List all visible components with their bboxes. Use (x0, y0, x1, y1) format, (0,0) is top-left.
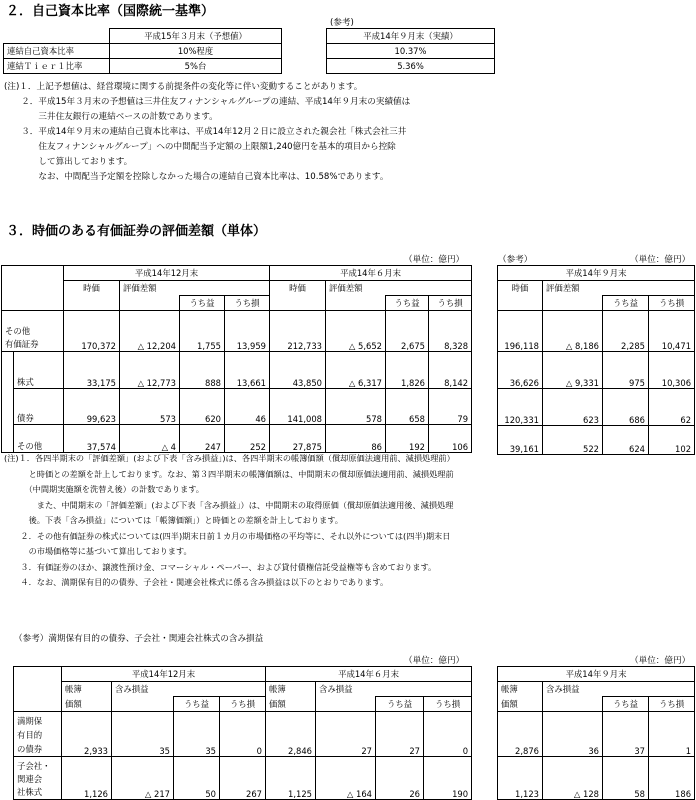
col-hyoka: 評価差額 (120, 281, 270, 296)
note-line: ２．平成15年３月末の予想値は三井住友フィナンシャルグループの連結、平成14年９月末の実績値は (4, 97, 411, 107)
col-head-forecast: 平成15年３月末（予想値） (110, 29, 282, 44)
cell-value: 5%台 (110, 59, 282, 74)
col-bo: 帳簿 (62, 682, 112, 697)
cell-value: 26 (376, 757, 424, 800)
note-line: （中間期実施額を洗替え後）の計数であります。 (4, 484, 204, 494)
cell-value: 888 (180, 352, 225, 389)
cell-value: 212,733 (270, 311, 326, 352)
col-eki: うち益 (174, 697, 220, 712)
period-header: 平成14年９月末 (498, 266, 695, 281)
row-label: 有目的 (17, 730, 43, 740)
cell-value: 578 (326, 388, 386, 424)
capital-ratio-table (3, 28, 282, 74)
sec3-ref-label: （参考） (498, 255, 533, 265)
table-row (498, 389, 695, 426)
cell-value: 2,675 (386, 311, 429, 352)
period-header: 平成14年６月末 (266, 667, 472, 682)
cell-value: 1,123 (498, 757, 543, 800)
note-line: ２．その他有価証券の株式については(四半)期末日前１カ月の市場価格の平均等に、それ以外については(四半)期末日 (4, 530, 451, 541)
cell-value: 33,175 (64, 352, 120, 389)
cell-value: 79 (429, 388, 472, 424)
period-header: 平成14年６月末 (270, 266, 472, 281)
note-line: (注)１．上記予想値は、経営環境に関する前提条件の変化等に伴い変動することがあります。 (4, 82, 363, 92)
row-label: その他 (14, 424, 64, 453)
row-label: 関連会 (17, 774, 43, 784)
row-label: 株式 (14, 352, 64, 389)
col-jika: 時価 (498, 281, 543, 296)
row-label: 債券 (14, 388, 64, 424)
cell-value: 10,306 (649, 352, 695, 389)
section3-title: ３．時価のある有価証券の評価差額（単体） (6, 224, 267, 239)
cell-value: △ 4 (120, 424, 180, 453)
col-son: うち損 (225, 296, 270, 311)
row-label: 連結自己資本比率 (4, 44, 110, 59)
cell-value: 37 (603, 712, 649, 757)
col-bo: 価額 (266, 697, 316, 712)
cell-value: 623 (543, 389, 603, 426)
sec2-notes (4, 80, 410, 185)
cell-value: 8,328 (429, 311, 472, 352)
cell-value: 141,008 (270, 388, 326, 424)
period-header: 平成14年12月末 (64, 266, 270, 281)
col-eki: うち益 (180, 296, 225, 311)
col-fukumi: 含み損益 (316, 682, 472, 697)
cell-value: 35 (112, 712, 174, 757)
cell-value: 252 (225, 424, 270, 453)
cell-value: 267 (220, 757, 266, 800)
table-row (2, 311, 472, 352)
cell-value: 102 (649, 426, 695, 455)
securities-ref-table (497, 265, 695, 455)
cell-value: 37,574 (64, 424, 120, 453)
note-line: して算出しております。 (4, 157, 133, 167)
cell-value: 686 (603, 389, 649, 426)
col-son: うち損 (424, 697, 472, 712)
note-line: ３．平成14年９月末の連結自己資本比率は、平成14年12月２日に設立された親会社「株式会社三井 (4, 127, 407, 137)
note-line: なお、中間配当予定額を控除しなかった場合の連結自己資本比率は、10.58%であります。 (4, 172, 389, 182)
note-line: 三井住友銀行の連結ベースの計数であります。 (4, 112, 218, 122)
col-eki: うち益 (376, 697, 424, 712)
sec3-notes (4, 451, 455, 591)
table-row (2, 352, 472, 389)
col-jika: 時価 (270, 281, 326, 296)
row-label: 有価証券 (5, 339, 39, 349)
table-row (498, 712, 695, 757)
cell-value: 35 (174, 712, 220, 757)
cell-value: 624 (603, 426, 649, 455)
cell-value: 196,118 (498, 311, 543, 352)
col-head-actual: 平成14年９月末（実績） (327, 29, 495, 44)
table-row (498, 311, 695, 352)
note-line: 後。下表「含み損益」については「帳簿価額」）と時価との差額を計上しております。 (4, 515, 343, 525)
section2-title: ２．自己資本比率（国際統一基準） (6, 4, 215, 19)
cell-value: 86 (326, 424, 386, 453)
fukumi-table (13, 666, 472, 800)
sec4-unit-ref: （単位：億円） (630, 656, 691, 666)
cell-value: △ 128 (543, 757, 603, 800)
cell-value: △ 12,773 (120, 352, 180, 389)
cell-value: 2,933 (62, 712, 112, 757)
cell-value: 573 (120, 388, 180, 424)
cell-value: 247 (180, 424, 225, 453)
securities-table (1, 265, 472, 453)
cell-value: 43,850 (270, 352, 326, 389)
cell-value: 2,285 (603, 311, 649, 352)
table-row (14, 712, 472, 757)
note-line: と時価との差額を計上しております。なお、第３四半期末の帳簿価額は、中間期末の償却原価法適用前、減損処理前 (4, 468, 454, 479)
row-label: その他 (5, 326, 31, 336)
cell-value: 1,826 (386, 352, 429, 389)
note-line: ４．なお、満期保有目的の債券、子会社・関連会社株式に係る含み損益は以下のとおりであります。 (4, 577, 389, 587)
sec2-ref-label: (参考) (330, 18, 354, 28)
col-son: うち損 (649, 697, 695, 712)
col-bo: 帳簿 (498, 682, 543, 697)
row-label: の債券 (17, 744, 43, 754)
note-line: 住友フィナンシャルグループ」への中間配当予定額の上限額1,240億円を基本的項目から控除 (4, 142, 396, 152)
col-hyoka: 評価差額 (543, 281, 695, 296)
cell-value: 0 (220, 712, 266, 757)
cell-value: 13,661 (225, 352, 270, 389)
cell-value: 186 (649, 757, 695, 800)
sec3-unit-ref: （単位：億円） (630, 255, 691, 265)
col-eki: うち益 (603, 296, 649, 311)
sec3-unit: （単位：億円） (404, 255, 465, 265)
col-fukumi: 含み損益 (112, 682, 266, 697)
sec4-unit: （単位：億円） (404, 656, 465, 666)
cell-value: △ 5,652 (326, 311, 386, 352)
cell-value: 1 (649, 712, 695, 757)
capital-ratio-ref-table (326, 28, 495, 74)
note-line: (注)１．各四半期末の「評価差額」(および下表「含み損益」)は、各四半期末の帳簿価額（償却原価法適用前、減損処理前） (4, 453, 455, 463)
cell-value: 27 (376, 712, 424, 757)
table-row (498, 352, 695, 389)
cell-value: 50 (174, 757, 220, 800)
note-line: ３．有価証券のほか、譲渡性預け金、コマーシャル・ペーパー、および貸付債権信託受益権等も含めております。 (4, 561, 437, 572)
cell-value: 1,126 (62, 757, 112, 800)
cell-value: △ 12,204 (120, 311, 180, 352)
period-header: 平成14年12月末 (62, 667, 266, 682)
cell-value: 58 (603, 757, 649, 800)
cell-value: 106 (429, 424, 472, 453)
cell-value: 13,959 (225, 311, 270, 352)
fukumi-ref-table (497, 666, 695, 800)
table-row (498, 426, 695, 455)
col-jika: 時価 (64, 281, 120, 296)
cell-value: 2,846 (266, 712, 316, 757)
cell-value: △ 164 (316, 757, 376, 800)
cell-value: 1,125 (266, 757, 316, 800)
period-header: 平成14年９月末 (498, 667, 695, 682)
cell-value: 36 (543, 712, 603, 757)
cell-value: 27,875 (270, 424, 326, 453)
note-line: また、中間期末の「評価差額」(および下表「含み損益」）は、中間期末の取得原価（償却原価法適用後、減損処理 (4, 499, 454, 510)
cell-value: 99,623 (64, 388, 120, 424)
col-fukumi: 含み損益 (543, 682, 695, 697)
cell-value: 192 (386, 424, 429, 453)
cell-value: 620 (180, 388, 225, 424)
cell-value: 46 (225, 388, 270, 424)
col-son: うち損 (429, 296, 472, 311)
col-hyoka: 評価差額 (326, 281, 472, 296)
table-row (498, 757, 695, 800)
cell-value: 0 (424, 712, 472, 757)
col-bo: 価額 (62, 697, 112, 712)
cell-value: 27 (316, 712, 376, 757)
row-label: 社株式 (17, 787, 43, 797)
cell-value: △ 9,331 (543, 352, 603, 389)
cell-value: △ 6,317 (326, 352, 386, 389)
col-eki: うち益 (603, 697, 649, 712)
cell-value: 120,331 (498, 389, 543, 426)
cell-value: 10.37% (327, 44, 495, 59)
cell-value: 170,372 (64, 311, 120, 352)
row-label: 連結Ｔｉｅｒ１比率 (4, 59, 110, 74)
table-row (2, 424, 472, 453)
cell-value: 190 (424, 757, 472, 800)
cell-value: 1,755 (180, 311, 225, 352)
note-line: の市場価格等に基づいて算出しております。 (4, 546, 192, 556)
table-row (14, 757, 472, 800)
cell-value: 658 (386, 388, 429, 424)
col-bo: 帳簿 (266, 682, 316, 697)
cell-value: 2,876 (498, 712, 543, 757)
sec4-title: （参考）満期保有目的の債券、子会社・関連会社株式の含み損益 (14, 634, 264, 644)
cell-value: 8,142 (429, 352, 472, 389)
cell-value: 522 (543, 426, 603, 455)
col-son: うち損 (649, 296, 695, 311)
col-eki: うち益 (386, 296, 429, 311)
row-label: 満期保 (17, 716, 43, 726)
cell-value: 39,161 (498, 426, 543, 455)
cell-value: 36,626 (498, 352, 543, 389)
cell-value: 5.36% (327, 59, 495, 74)
table-row (2, 388, 472, 424)
col-son: うち損 (220, 697, 266, 712)
cell-value: △ 217 (112, 757, 174, 800)
col-bo: 価額 (498, 697, 543, 712)
cell-value: △ 8,186 (543, 311, 603, 352)
cell-value: 62 (649, 389, 695, 426)
cell-value: 10%程度 (110, 44, 282, 59)
cell-value: 975 (603, 352, 649, 389)
row-label: 子会社・ (17, 761, 51, 771)
cell-value: 10,471 (649, 311, 695, 352)
